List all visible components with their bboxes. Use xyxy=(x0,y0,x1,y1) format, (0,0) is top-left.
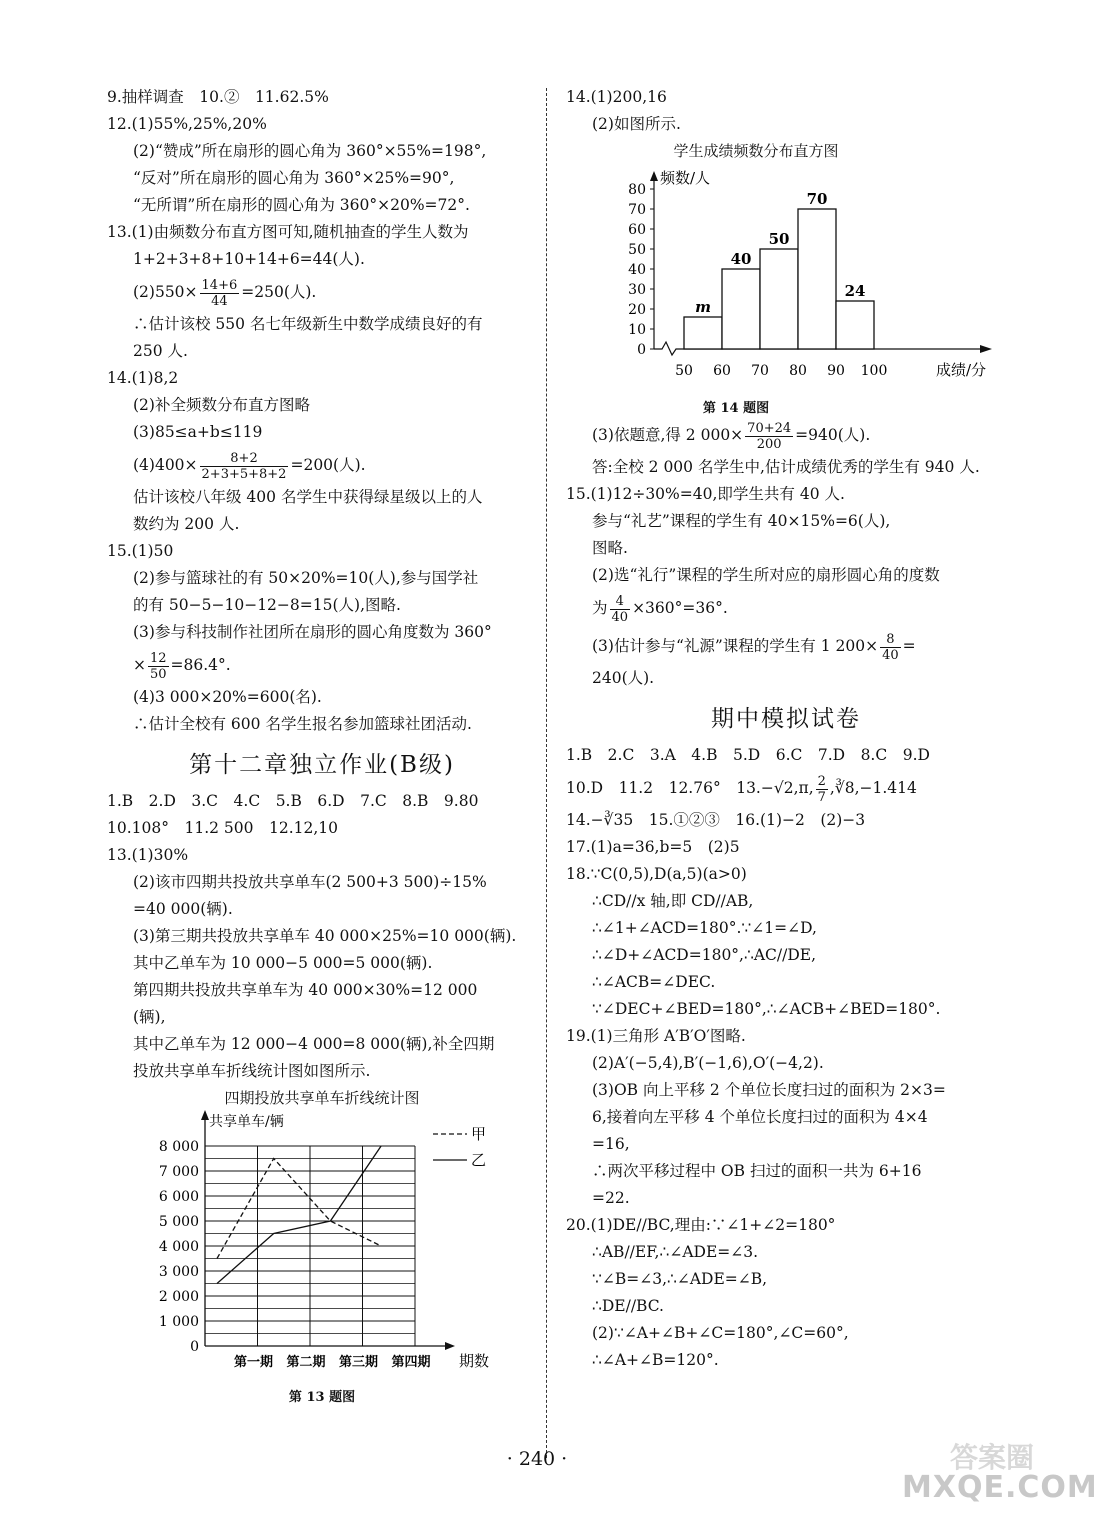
answer-line: 14.(1)200,16 xyxy=(566,88,667,106)
answer-line: 数约为 200 人. xyxy=(133,515,240,533)
answer-line: (辆), xyxy=(133,1008,166,1026)
y-axis-arrow xyxy=(201,1110,209,1120)
x-axis-arrow xyxy=(445,1342,455,1350)
histogram-bar xyxy=(760,249,798,349)
answer-line: 12.(1)55%,25%,20% xyxy=(107,115,267,133)
answer-line: “无所谓”所在扇形的圆心角为 360°×20%=72°. xyxy=(133,196,470,214)
formula-line: 10.D 11.2 12.76° 13.−√2,π, $\frac{2}{7}$ ,∛8,−1.414 xyxy=(566,773,917,805)
x-axis-label: 期数 xyxy=(459,1352,490,1370)
answer-line: ∵∠DEC+∠BED=180°,∴∠ACB+∠BED=180°. xyxy=(592,1000,941,1018)
histogram-bar xyxy=(836,301,874,349)
answer-line: ∴估计该校 550 名七年级新生中数学成绩良好的有 xyxy=(133,315,483,333)
fraction: $\frac{2}{7}$ xyxy=(817,773,826,805)
formula-line: (2)550× $\frac{14+6}{44}$ =250(人). xyxy=(133,277,317,309)
answer-line: 18.∵C(0,5),D(a,5)(a>0) xyxy=(566,865,747,883)
answer-line: (2)“赞成”所在扇形的圆心角为 360°×55%=198°, xyxy=(133,142,487,160)
answer-line: 14.(1)8,2 xyxy=(107,369,179,387)
answer-line: (2)∵∠A+∠B+∠C=180°,∠C=60°, xyxy=(592,1324,849,1342)
answer-lines xyxy=(566,807,1006,1374)
answer-lines xyxy=(566,665,1006,692)
y-tick-label: 10 xyxy=(628,322,646,338)
answer-line: 17.(1)a=36,b=5 (2)5 xyxy=(566,838,740,856)
answer-line: (3)85≤a+b≤119 xyxy=(133,423,263,441)
x-axis-arrow xyxy=(980,345,992,353)
section-title: 期中模拟试卷 xyxy=(711,706,861,732)
answer-line: 答:全校 2 000 名学生中,估计成绩优秀的学生有 940 人. xyxy=(592,458,980,476)
answer-line: =22. xyxy=(592,1189,630,1207)
answer-lines xyxy=(566,84,1006,138)
answer-line: 参与“礼艺”课程的学生有 40×15%=6(人), xyxy=(592,512,891,530)
legend-label: 乙 xyxy=(471,1151,487,1169)
answer-line: ∵∠B=∠3,∴∠ADE=∠B, xyxy=(592,1270,768,1288)
x-tick-label: 50 xyxy=(675,363,693,379)
y-tick-label: 60 xyxy=(628,222,646,238)
formula-line: 为 $\frac{4}{40}$ ×360°=36°. xyxy=(592,593,728,625)
formula-line: (4)400× $\frac{8+2}{2+3+5+8+2}$ =200(人). xyxy=(133,450,366,482)
answer-line: (2)补全频数分布直方图略 xyxy=(133,396,310,414)
answer-line: 1.B 2.C 3.A 4.B 5.D 6.C 7.D 8.C 9.D xyxy=(566,746,930,764)
answer-line: 250 人. xyxy=(133,342,188,360)
answer-line: 19.(1)三角形 A′B′O′图略. xyxy=(566,1027,746,1045)
histogram-title: 学生成绩频数分布直方图 xyxy=(673,142,839,160)
histogram-caption: 第 14 题图 xyxy=(702,401,770,416)
fraction: $\frac{4}{40}$ xyxy=(611,593,629,625)
answer-line: (2)该市四期共投放共享单车(2 500+3 500)÷15% xyxy=(133,873,487,891)
y-tick-label: 3 000 xyxy=(158,1264,199,1280)
answer-line: ∴∠1+∠ACD=180°.∵∠1=∠D, xyxy=(592,919,817,937)
answer-line: (3)OB 向上平移 2 个单位长度扫过的面积为 2×3= xyxy=(592,1081,946,1099)
fraction: $\frac{12}{50}$ xyxy=(150,650,167,682)
bar-label: 24 xyxy=(844,282,866,300)
fraction: $\frac{8+2}{2+3+5+8+2}$ xyxy=(201,450,287,482)
y-tick-label: 4 000 xyxy=(158,1239,199,1255)
answer-line: 20.(1)DE//BC,理由:∵∠1+∠2=180° xyxy=(566,1216,836,1234)
histogram-chart xyxy=(566,163,987,393)
line-chart xyxy=(107,1110,507,1382)
formula-line: (3)依题意,得 2 000× $\frac{70+24}{200}$ =940(人). xyxy=(592,420,871,452)
answer-line: 估计该校八年级 400 名学生中获得绿星级以上的人 xyxy=(133,488,483,506)
x-tick-label: 60 xyxy=(713,363,731,379)
x-tick-label: 第一期 xyxy=(233,1355,274,1370)
y-tick-label: 2 000 xyxy=(158,1289,199,1305)
answer-line: ∴AB//EF,∴∠ADE=∠3. xyxy=(592,1243,759,1261)
answer-line: =40 000(辆). xyxy=(133,900,233,918)
answer-line: 240(人). xyxy=(592,669,655,687)
histogram-bar xyxy=(684,317,722,349)
answer-lines xyxy=(107,484,537,646)
answer-line: ∴估计全校有 600 名学生报名参加篮球社团活动. xyxy=(133,715,472,733)
answer-line: ∴两次平移过程中 OB 扫过的面积一共为 6+16 xyxy=(592,1162,922,1180)
y-tick-label: 7 000 xyxy=(158,1164,199,1180)
x-axis-label: 成绩/分 xyxy=(936,361,987,379)
histogram-bar xyxy=(722,269,760,349)
y-tick-label: 80 xyxy=(628,182,646,198)
answer-lines xyxy=(107,84,537,273)
answer-line: (2)如图所示. xyxy=(592,115,681,133)
answer-lines xyxy=(107,684,537,738)
bar-label: 70 xyxy=(806,190,828,208)
y-tick-label: 1 000 xyxy=(158,1314,199,1330)
answer-line: 15.(1)50 xyxy=(107,542,174,560)
watermark-text: MXQE.COM xyxy=(902,1470,1098,1505)
answer-line: ∴∠D+∠ACD=180°,∴AC//DE, xyxy=(592,946,817,964)
answer-line: ∴∠A+∠B=120°. xyxy=(592,1351,719,1369)
formula-line: × $\frac{12}{50}$ =86.4°. xyxy=(133,650,231,682)
bar-label: m xyxy=(695,298,711,316)
answer-line: “反对”所在扇形的圆心角为 360°×25%=90°, xyxy=(133,169,455,187)
y-tick-label: 5 000 xyxy=(158,1214,199,1230)
x-tick-label: 第四期 xyxy=(391,1355,431,1370)
line-chart-title: 四期投放共享单车折线统计图 xyxy=(224,1089,420,1107)
answer-line: 15.(1)12÷30%=40,即学生共有 40 人. xyxy=(566,485,845,503)
answer-line: 10.108° 11.2 500 12.12,10 xyxy=(107,819,339,837)
answer-line: 9.抽样调查 10.② 11.62.5% xyxy=(107,88,329,106)
y-tick-label: 50 xyxy=(628,242,646,258)
answer-line: 1.B 2.D 3.C 4.C 5.B 6.D 7.C 8.B 9.80 xyxy=(107,792,479,810)
formula-line: (3)估计参与“礼源”课程的学生有 1 200× $\frac{8}{40}$ = xyxy=(592,631,916,663)
answer-line: (3)参与科技制作社团所在扇形的圆心角度数为 360° xyxy=(133,623,492,641)
answer-line: 投放共享单车折线统计图如图所示. xyxy=(133,1062,371,1080)
page-number: · 240 · xyxy=(506,1448,568,1470)
answer-line: (2)A′(−5,4),B′(−1,6),O′(−4,2). xyxy=(592,1054,824,1072)
answer-line: ∴∠ACB=∠DEC. xyxy=(592,973,716,991)
answer-line: (2)参与篮球社的有 50×20%=10(人),参与国学社 xyxy=(133,569,479,587)
section-title: 第十二章独立作业(B级) xyxy=(189,752,455,778)
histogram-bar xyxy=(798,209,836,349)
answer-line: 第四期共投放共享单车为 40 000×30%=12 000 xyxy=(133,981,478,999)
line-chart-caption: 第 13 题图 xyxy=(288,1390,356,1405)
y-tick-label: 6 000 xyxy=(158,1189,199,1205)
answer-line: 6,接着向左平移 4 个单位长度扫过的面积为 4×4 xyxy=(592,1108,928,1126)
answer-line: 的有 50−5−10−12−8=15(人),图略. xyxy=(133,596,401,614)
answer-lines xyxy=(107,311,537,446)
answer-line: (4)3 000×20%=600(名). xyxy=(133,688,322,706)
answer-lines xyxy=(566,454,1006,589)
answer-lines xyxy=(566,742,1006,769)
legend-label: 甲 xyxy=(471,1125,487,1143)
y-tick-label: 30 xyxy=(628,282,646,298)
answer-line: ∴CD//x 轴,即 CD//AB, xyxy=(592,892,754,910)
answer-line: 1+2+3+8+10+14+6=44(人). xyxy=(133,250,365,268)
y-tick-label: 70 xyxy=(628,202,646,218)
bar-label: 40 xyxy=(730,250,752,268)
right-column xyxy=(566,84,1006,1374)
left-column xyxy=(107,84,537,1405)
fraction: $\frac{8}{40}$ xyxy=(882,631,899,663)
answer-line: 14.−∛35 15.①②③ 16.(1)−2 (2)−3 xyxy=(566,811,866,829)
answer-line: ∴DE//BC. xyxy=(592,1297,664,1315)
bar-label: 50 xyxy=(768,230,790,248)
column-divider xyxy=(546,88,547,1458)
answer-line: 其中乙单车为 12 000−4 000=8 000(辆),补全四期 xyxy=(133,1035,495,1053)
x-tick-label: 第三期 xyxy=(338,1355,379,1370)
answer-line: 其中乙单车为 10 000−5 000=5 000(辆). xyxy=(133,954,433,972)
answer-line: 图略. xyxy=(592,539,628,557)
answer-lines xyxy=(107,788,537,1085)
x-tick-label: 80 xyxy=(789,363,807,379)
y-tick-label: 0 xyxy=(190,1339,199,1355)
x-tick-label: 100 xyxy=(860,363,888,379)
y-tick-label: 8 000 xyxy=(158,1139,199,1155)
fraction: $\frac{70+24}{200}$ xyxy=(747,420,792,452)
y-tick-label: 20 xyxy=(628,302,646,318)
answer-line: (2)选“礼行”课程的学生所对应的扇形圆心角的度数 xyxy=(592,566,940,584)
y-axis-label: 共享单车/辆 xyxy=(209,1114,284,1130)
answer-line: 13.(1)30% xyxy=(107,846,189,864)
watermark-logo: 答案圈 xyxy=(950,1441,1035,1474)
x-tick-label: 70 xyxy=(751,363,769,379)
y-axis-label: 频数/人 xyxy=(660,169,711,187)
fraction: $\frac{14+6}{44}$ xyxy=(201,277,238,309)
y-axis-arrow xyxy=(650,171,658,181)
answer-line: =16, xyxy=(592,1135,630,1153)
x-tick-label: 90 xyxy=(827,363,845,379)
answer-line: 13.(1)由频数分布直方图可知,随机抽查的学生人数为 xyxy=(107,223,469,241)
answer-line: (3)第三期共投放共享单车 40 000×25%=10 000(辆). xyxy=(133,927,517,945)
y-tick-label: 0 xyxy=(637,342,646,358)
x-tick-label: 第二期 xyxy=(286,1355,326,1370)
y-tick-label: 40 xyxy=(628,262,646,278)
